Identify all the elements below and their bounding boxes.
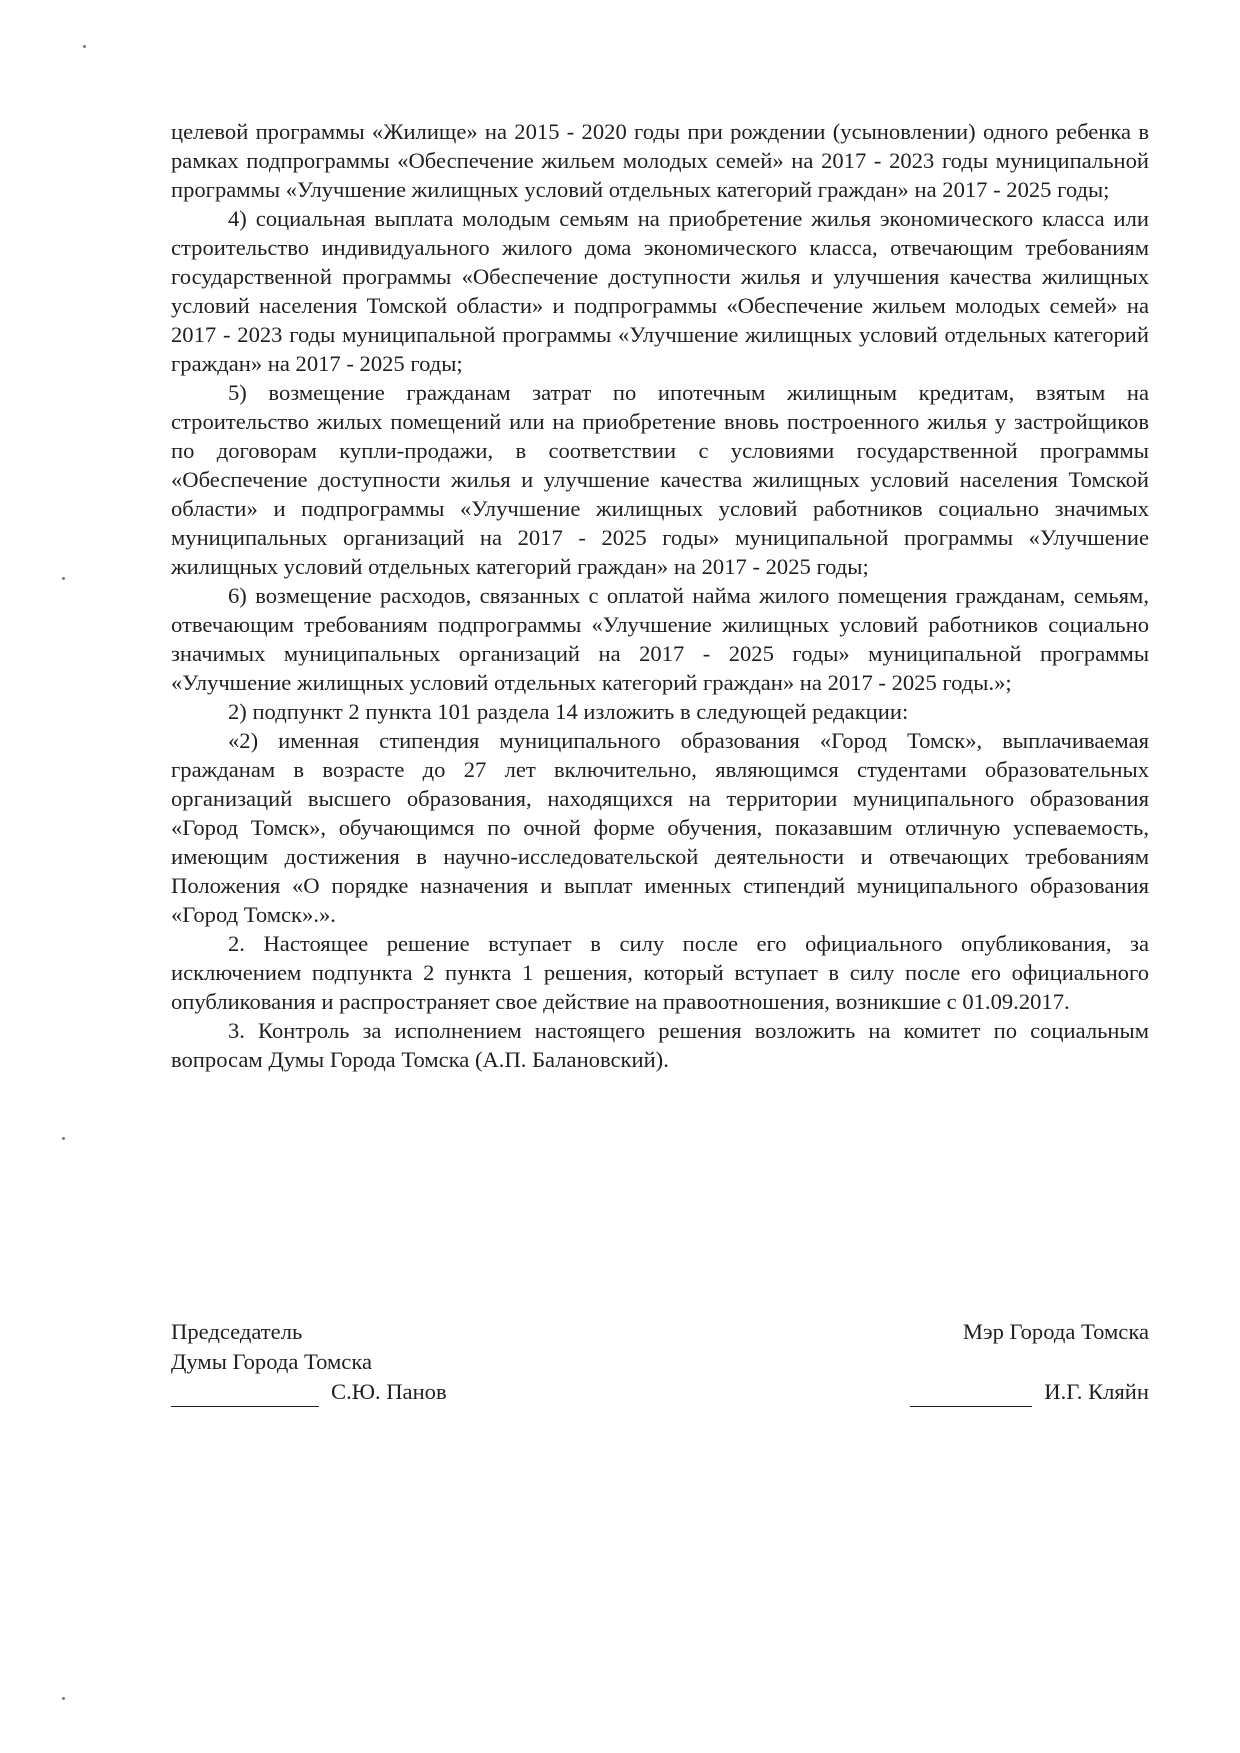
signature-block-chairman <box>171 1317 447 1407</box>
paragraph-item-4: 4) социальная выплата молодым семьям на приобретение жилья экономического класса или строительство индивидуального жилого дома экономического класса, отвечающим требованиям государственной программы «Обеспечение доступности жилья и улучшения качества жилищных условий населения Томской области» и подпрограммы «Обеспечение жильем молодых семей» на 2017 - 2023 годы муниципальной программы «Улучшение жилищных условий отдельных категорий граждан» на 2017 - 2025 годы; <box>171 206 1149 376</box>
chairman-name: С.Ю. Панов <box>331 1379 447 1404</box>
scan-speck <box>62 1697 65 1700</box>
paragraph-stipend: «2) именная стипендия муниципального образования «Город Томск», выплачиваемая гражданам в возрасте до 27 лет включительно, являющимся студентами образовательных организаций высшего образования, находящихся на территории муниципального образования «Город Томск», обучающимся по очной форме обучения, показавшим отличную успеваемость, имеющим достижения в научно-исследовательской деятельности и отвечающих требованиям Положения «О порядке назначения и выплат именных стипендий муниципального образования «Город Томск».». <box>171 728 1149 927</box>
signature-block-mayor <box>910 1317 1149 1407</box>
chairman-signature-row <box>171 1377 447 1407</box>
scan-speck <box>83 45 86 48</box>
document-body <box>171 117 1149 1074</box>
chairman-organization: Думы Города Томска <box>171 1349 372 1374</box>
mayor-title: Мэр Города Томска <box>962 1319 1149 1344</box>
scan-speck <box>62 1137 65 1140</box>
paragraph-continuation: целевой программы «Жилище» на 2015 - 2020 годы при рождении (усыновлении) одного ребенка в рамках подпрограммы «Обеспечение жильем молодых семей» на 2017 - 2023 годы муниципальной программы «Улучшение жилищных условий отдельных категорий граждан» на 2017 - 2025 годы; <box>171 119 1149 202</box>
paragraph-item-6: 6) возмещение расходов, связанных с оплатой найма жилого помещения гражданам, семьям, отвечающим требованиям подпрограммы «Улучшение жилищных условий работников социально значимых муниципальных организаций на 2017 - 2025 годы» муниципальной программы «Улучшение жилищных условий отдельных категорий граждан» на 2017 - 2025 годы.»; <box>171 583 1149 695</box>
paragraph-clause-3: 3. Контроль за исполнением настоящего решения возложить на комитет по социальным вопросам Думы Города Томска (А.П. Балановский). <box>171 1018 1149 1072</box>
scan-speck <box>62 577 65 580</box>
mayor-name: И.Г. Кляйн <box>1044 1379 1149 1404</box>
paragraph-item-5: 5) возмещение гражданам затрат по ипотечным жилищным кредитам, взятым на строительство жилых помещений или на приобретение вновь построенного жилья у застройщиков по договорам купли-продажи, в соответствии с условиями государственной программы «Обеспечение доступности жилья и улучшение качества жилищных условий населения Томской области» и подпрограммы «Улучшение жилищных условий работников социально значимых муниципальных организаций на 2017 - 2025 годы» муниципальной программы «Улучшение жилищных условий отдельных категорий граждан» на 2017 - 2025 годы; <box>171 380 1149 579</box>
chairman-title: Председатель <box>171 1319 303 1344</box>
paragraph-clause-2: 2. Настоящее решение вступает в силу после его официального опубликования, за исключением подпункта 2 пункта 1 решения, который вступает в силу после его официального опубликования и распространяет свое действие на правоотношения, возникшие с 01.09.2017. <box>171 931 1149 1014</box>
signature-line <box>910 1384 1032 1407</box>
mayor-signature-row <box>910 1377 1149 1407</box>
paragraph-subpoint-2: 2) подпункт 2 пункта 101 раздела 14 изложить в следующей редакции: <box>228 699 909 724</box>
signature-line <box>171 1384 319 1407</box>
